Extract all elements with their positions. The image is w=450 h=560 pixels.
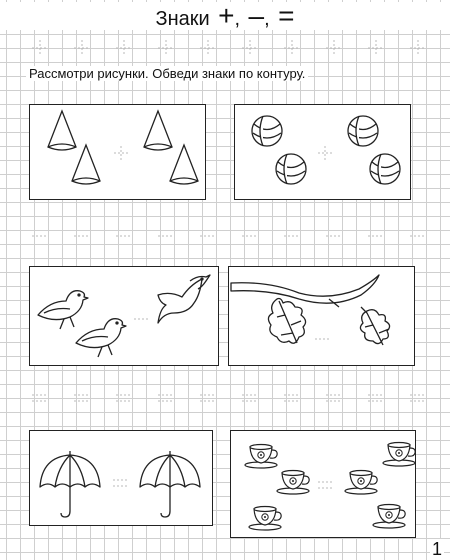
bird-icon	[158, 275, 210, 323]
trace-plus-icon[interactable]	[116, 40, 132, 56]
title-equals-sign: =	[278, 0, 295, 31]
picture-frame-cones	[29, 104, 206, 200]
cone-icon	[144, 111, 172, 150]
teacup-icon	[277, 471, 309, 495]
cone-icon	[170, 145, 198, 184]
picture-frame-birds	[29, 266, 219, 366]
umbrellas-picture	[30, 431, 214, 527]
title-comma: ,	[234, 8, 241, 30]
instruction-text: Рассмотри рисунки. Обведи знаки по контуру.	[26, 66, 308, 81]
teacup-icon	[245, 445, 277, 469]
trace-plus-icon[interactable]	[32, 40, 48, 56]
leaves-picture	[229, 267, 416, 367]
trace-plus-icon[interactable]	[114, 146, 128, 160]
title-comma: ,	[264, 8, 270, 30]
oak-leaf-icon	[268, 299, 305, 344]
trace-row-plus[interactable]	[0, 38, 450, 58]
picture-frame-umbrellas	[29, 430, 213, 526]
umbrella-icon	[40, 451, 100, 517]
picture-frame-leaves	[228, 266, 415, 366]
cone-icon	[72, 145, 100, 184]
trace-plus-icon[interactable]	[74, 40, 90, 56]
title-plus-sign: +	[218, 0, 235, 31]
trace-plus-icon[interactable]	[242, 40, 258, 56]
cone-icon	[48, 111, 76, 150]
bird-icon	[38, 291, 88, 329]
picture-frame-cups	[230, 430, 416, 538]
trace-row-equals[interactable]	[0, 388, 450, 408]
trace-plus-icon[interactable]	[284, 40, 300, 56]
oak-leaf-icon	[360, 307, 389, 345]
birds-picture	[30, 267, 220, 367]
bird-icon	[76, 319, 126, 357]
trace-equals-icon[interactable]	[318, 482, 334, 488]
cups-picture	[231, 431, 417, 539]
title-word: Знаки	[155, 8, 210, 30]
page-number: 1	[431, 539, 442, 559]
ball-icon	[370, 154, 400, 184]
trace-plus-icon[interactable]	[158, 40, 174, 56]
trace-equals-icon[interactable]	[113, 480, 129, 486]
title-minus-sign: –	[248, 0, 265, 31]
balls-picture	[235, 105, 412, 201]
ball-icon	[252, 116, 282, 146]
trace-plus-icon[interactable]	[410, 40, 426, 56]
umbrella-icon	[140, 451, 200, 517]
teacup-icon	[249, 507, 281, 531]
trace-plus-icon[interactable]	[200, 40, 216, 56]
teacup-icon	[383, 443, 415, 467]
teacup-icon	[373, 505, 405, 529]
teacup-icon	[345, 471, 377, 495]
branch-icon	[231, 275, 379, 303]
trace-row-minus[interactable]	[0, 226, 450, 246]
ball-icon	[276, 154, 306, 184]
trace-plus-icon[interactable]	[326, 40, 342, 56]
page-title	[0, 2, 450, 30]
trace-plus-icon[interactable]	[368, 40, 384, 56]
trace-plus-icon[interactable]	[318, 146, 332, 160]
cones-picture	[30, 105, 207, 201]
picture-frame-balls	[234, 104, 411, 200]
ball-icon	[348, 116, 378, 146]
